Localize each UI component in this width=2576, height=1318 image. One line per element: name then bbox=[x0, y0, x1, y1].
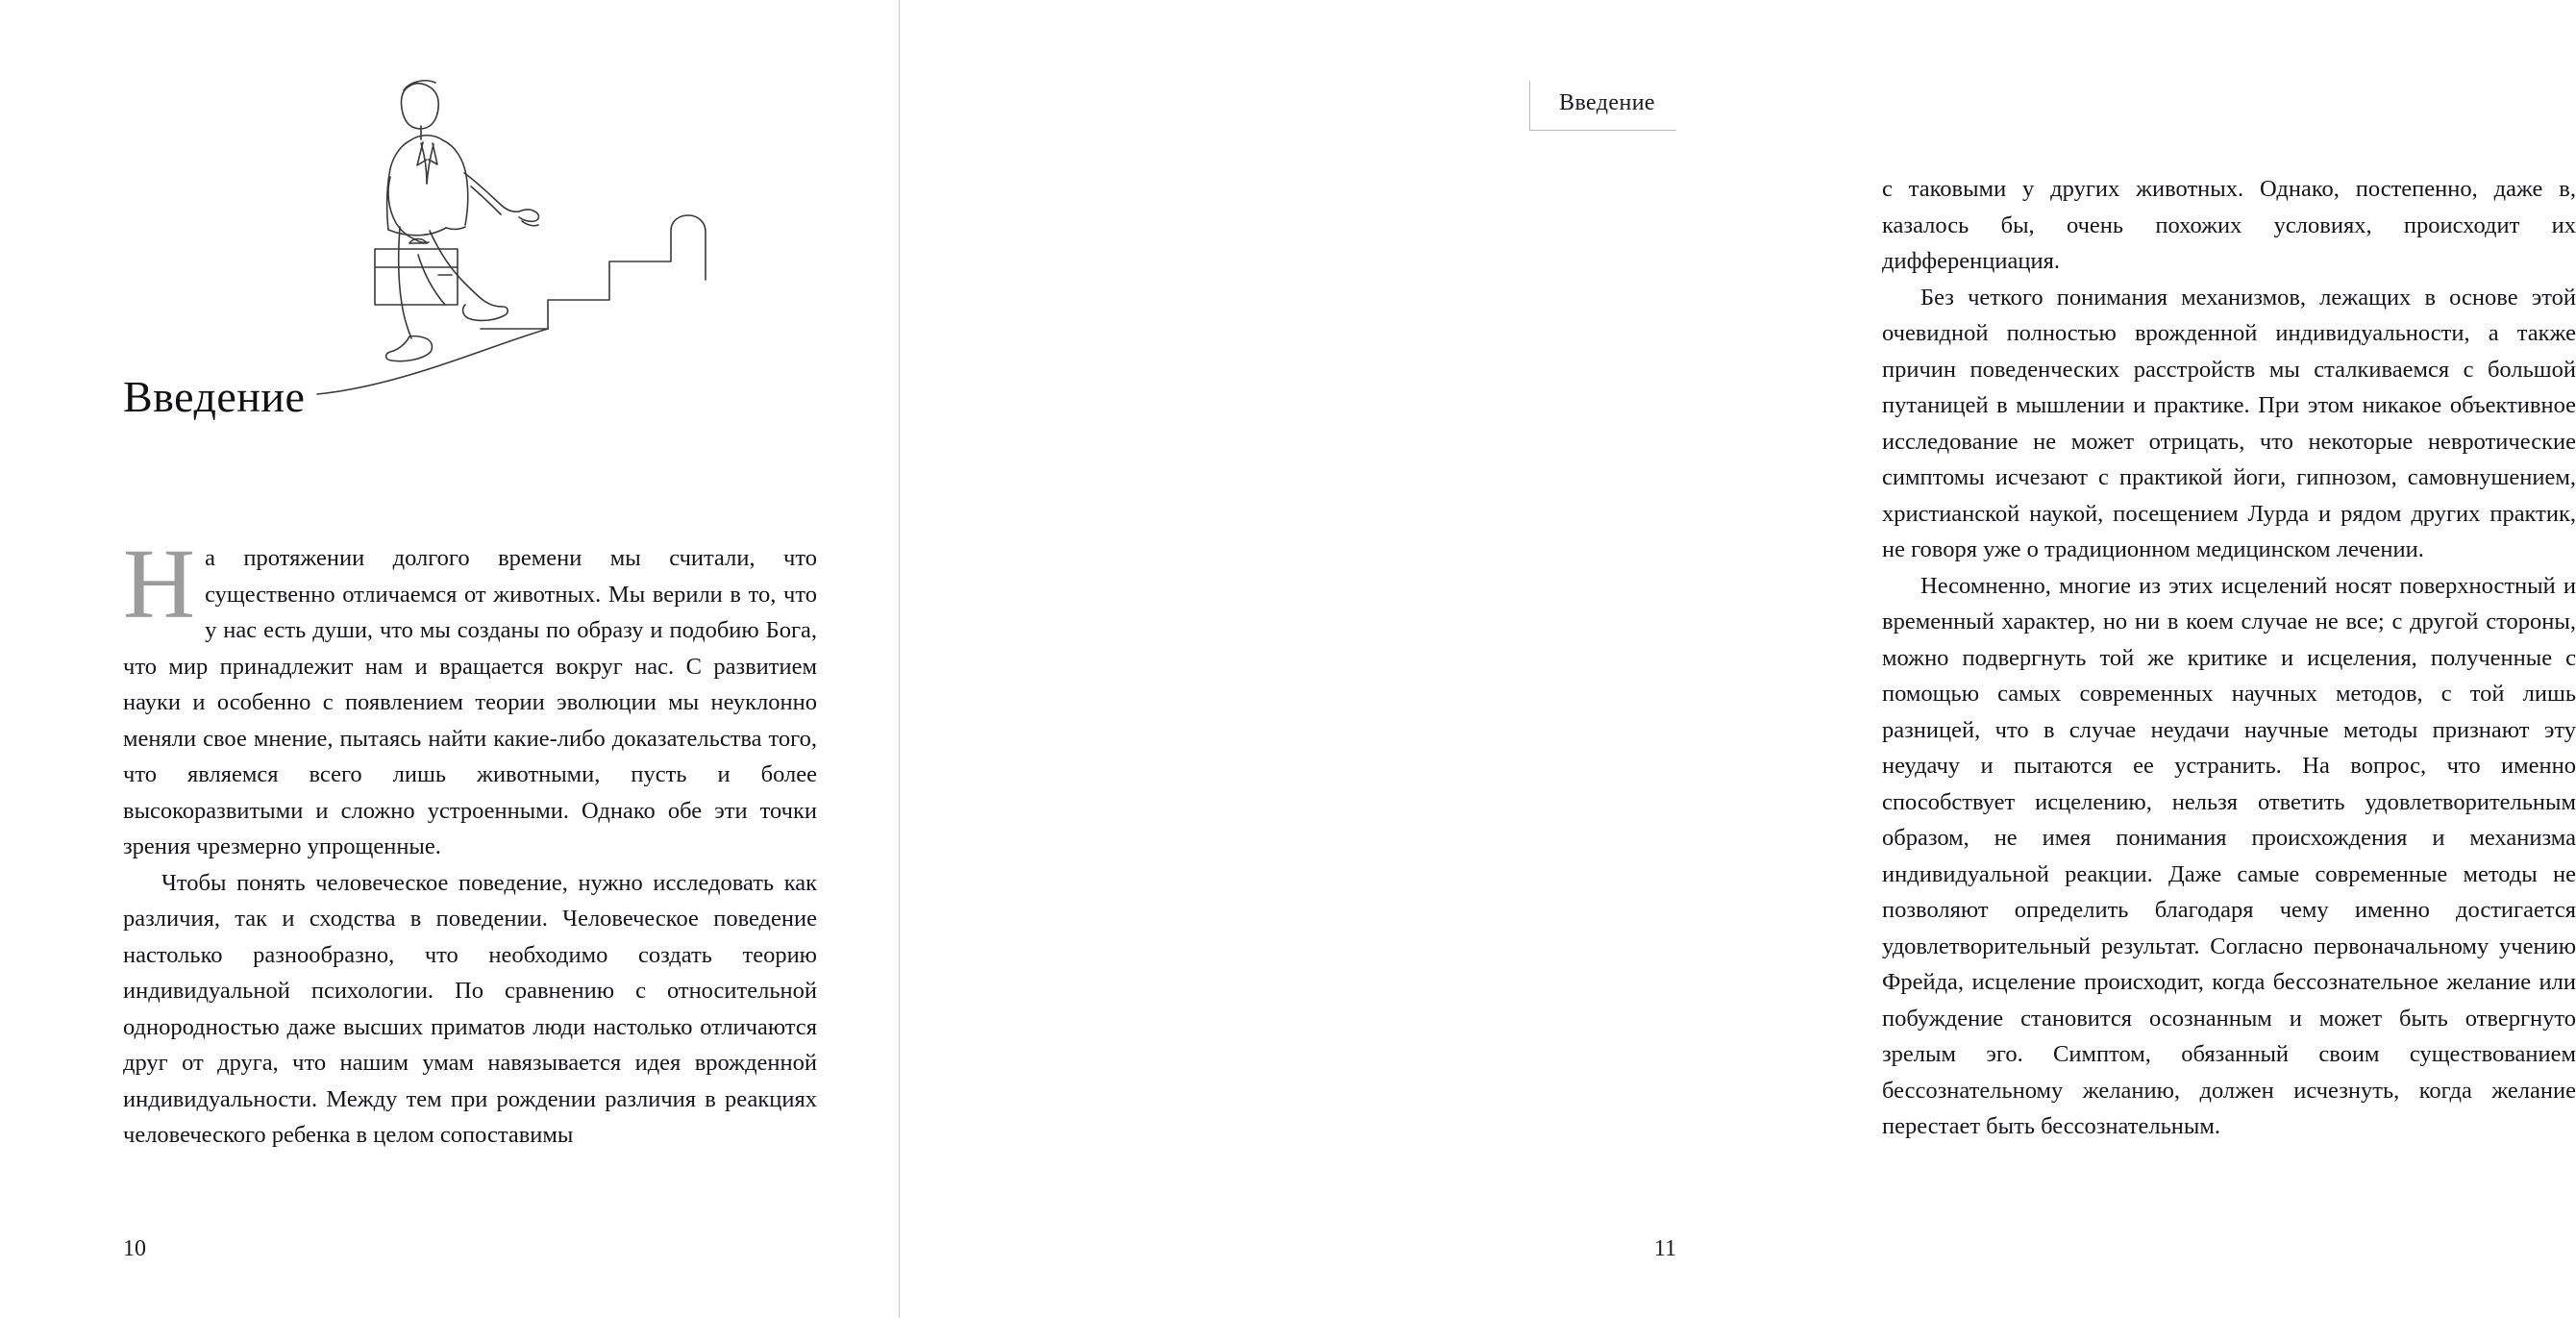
right-page-body bbox=[1882, 171, 2576, 1145]
paragraph: Чтобы понять человеческое поведение, нужно исследовать как различия, так и сходства в поведении. Человеческое поведение настолько разнообразно, что необходимо создать теорию индивидуальной психологии. По сравнению с относительной однородностью даже высших приматов люди настолько отличаются друг от друга, что нашим умам навязывается идея врожденной индивидуальности. Между тем при рождении различия в реакциях человеческого ребенка в целом сопоставимы bbox=[123, 869, 817, 1148]
paragraph-text: а протяжении долгого времени мы считали, что существенно отличаемся от животных. Мы верили в то, что у нас есть души, что мы созданы по образу и подобию Бога, что мир принадлежит нам и вращается вокруг нас. С развитием науки и особенно с появлением теории эволюции мы неуклонно меняли свое мнение, пытаясь найти какие-либо доказательства того, что являемся всего лишь животными, пусть и более высокоразвитыми и сложно устроенными. Однако обе эти точки зрения чрезмерно упрощенные. bbox=[123, 545, 817, 859]
page-number: 10 bbox=[123, 1236, 146, 1261]
left-page-body bbox=[123, 529, 817, 1154]
page-number: 11 bbox=[1653, 1236, 1676, 1261]
running-head: Введение bbox=[1529, 81, 1676, 131]
paragraph bbox=[123, 529, 817, 865]
drop-cap: Н bbox=[123, 529, 196, 639]
businessman-climbing-stairs-icon bbox=[317, 48, 721, 394]
page-title: Введение bbox=[123, 371, 306, 421]
paragraph: Без четкого понимания механизмов, лежащих в основе этой очевидной полностью врожденной индивидуальности, а также причин поведенческих расстройств мы сталкиваемся с большой путаницей в мышлении и практике. При этом никакое объективное исследование не может отрицать, что некоторые невротические симптомы исчезают с практикой йоги, гипнозом, самовнушением, христианской наукой, посещением Лурда и рядом других практик, не говоря уже о традиционном медицинском лечении. bbox=[1882, 284, 2576, 562]
right-page bbox=[900, 0, 2576, 1318]
paragraph: Несомненно, многие из этих исцелений носят поверхностный и временный характер, но ни в коем случае не все; с другой стороны, можно подвергнуть той же критике и исцеления, полученные с помощью самых современных научных методов, с той лишь разницей, что в случае неудачи научные методы признают эту неудачу и пытаются ее устранить. На вопрос, что именно способствует исцелению, нельзя ответить удовлетворительным образом, не имея понимания происхождения и механизма индивидуальной реакции. Даже самые современные методы не позволяют определить благодаря чему именно достигается удовлетворительный результат. Согласно первоначальному учению Фрейда, исцеление происходит, когда бессознательное желание или побуждение становится осознанным и может быть отвергнуто зрелым эго. Симптом, обязанный своим существованием бессознательному желанию, должен исчезнуть, когда желание перестает быть бессознательным. bbox=[1882, 572, 2576, 1139]
left-page bbox=[0, 0, 900, 1318]
paragraph: с таковыми у других животных. Однако, постепенно, даже в, казалось бы, очень похожих условиях, происходит их дифференциация. bbox=[1882, 176, 2576, 274]
